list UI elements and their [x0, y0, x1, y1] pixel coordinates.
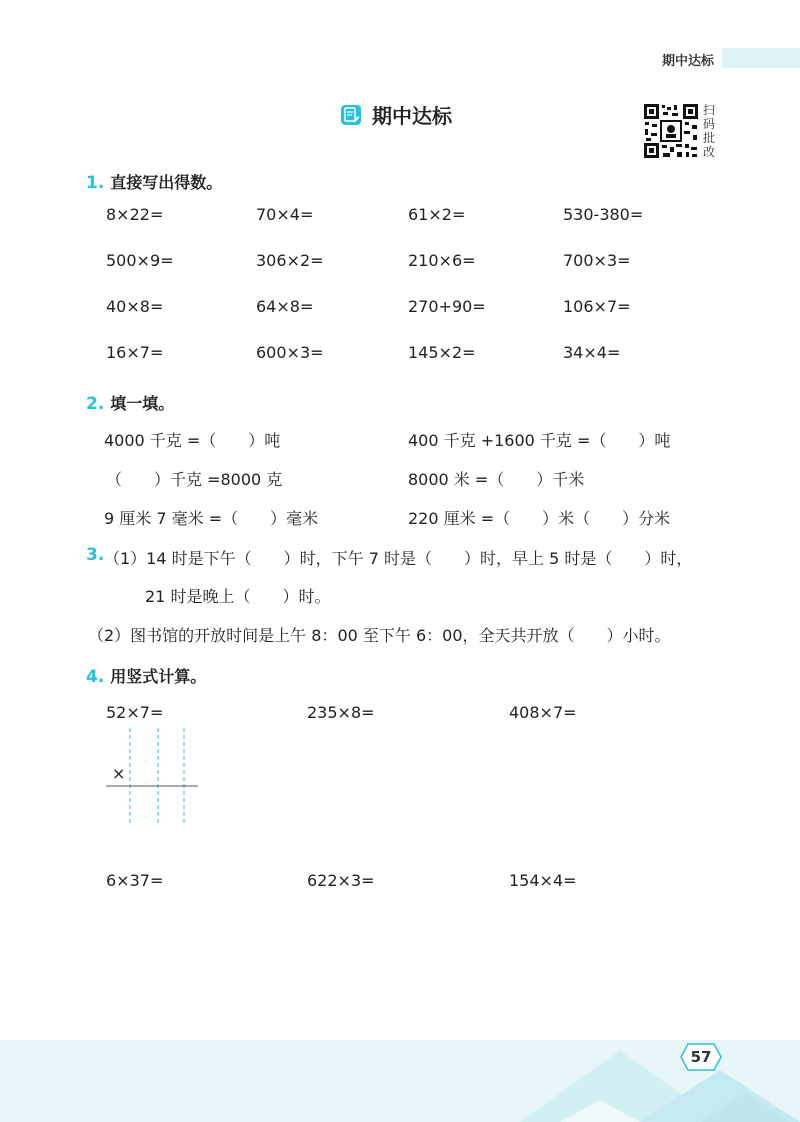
q1-item: 500×9= [106, 251, 174, 270]
q4-item: 408×7= [509, 703, 577, 722]
q1-item: 70×4= [256, 205, 314, 224]
q4-item: 622×3= [307, 871, 375, 890]
q1-number: 1. [86, 173, 105, 193]
q1-item: 145×2= [408, 343, 476, 362]
q4-item: 235×8= [307, 703, 375, 722]
q1-item: 16×7= [106, 343, 164, 362]
running-header: 期中达标 [662, 54, 715, 69]
q2-item: （ ）千克 =8000 克 [106, 470, 283, 489]
q4-item: 6×37= [106, 871, 164, 890]
q1-heading [86, 170, 222, 193]
page-number: 57 [690, 1048, 712, 1066]
q1-title: 直接写出得数。 [110, 173, 223, 192]
q2-item: 400 千克 +1600 千克 =（ ）吨 [408, 431, 671, 450]
q1-item: 270+90= [408, 297, 486, 316]
q1-item: 210×6= [408, 251, 476, 270]
title-text: 期中达标 [372, 104, 452, 128]
qr-code-icon[interactable] [643, 103, 699, 159]
q4-item: 52×7= [106, 703, 164, 722]
q1-item: 600×3= [256, 343, 324, 362]
q3-part1-line2: 21 时是晚上（ ）时。 [145, 587, 331, 606]
q1-item: 8×22= [106, 205, 164, 224]
qr-caption: 扫码批改 [703, 103, 716, 159]
q2-item: 220 厘米 =（ ）米（ ）分米 [408, 509, 671, 528]
q1-item: 40×8= [106, 297, 164, 316]
q3-part2: （2）图书馆的开放时间是上午 8：00 至下午 6：00，全天共开放（ ）小时。 [88, 626, 671, 645]
q1-item: 61×2= [408, 205, 466, 224]
q4-title: 用竖式计算。 [110, 667, 207, 686]
document-pen-icon [340, 104, 362, 126]
q4-item: 154×4= [509, 871, 577, 890]
multiply-sign: × [112, 764, 126, 783]
q2-number: 2. [86, 394, 105, 414]
q4-number: 4. [86, 667, 105, 687]
q2-item: 8000 米 =（ ）千米 [408, 470, 585, 489]
q3-part1-line1: （1）14 时是下午（ ）时，下午 7 时是（ ）时，早上 5 时是（ ）时， [104, 549, 693, 568]
q2-item: 4000 千克 =（ ）吨 [104, 431, 281, 450]
page-title [340, 100, 452, 129]
q1-item: 530-380= [563, 205, 644, 224]
q2-heading [86, 391, 174, 414]
q4-heading [86, 664, 206, 687]
header-band [722, 48, 800, 68]
q1-item: 64×8= [256, 297, 314, 316]
q3-number: 3. [86, 545, 105, 565]
q1-item: 700×3= [563, 251, 631, 270]
q1-item: 34×4= [563, 343, 621, 362]
q2-title: 填一填。 [110, 394, 175, 413]
q2-item: 9 厘米 7 毫米 =（ ）毫米 [104, 509, 319, 528]
q1-item: 306×2= [256, 251, 324, 270]
q1-item: 106×7= [563, 297, 631, 316]
